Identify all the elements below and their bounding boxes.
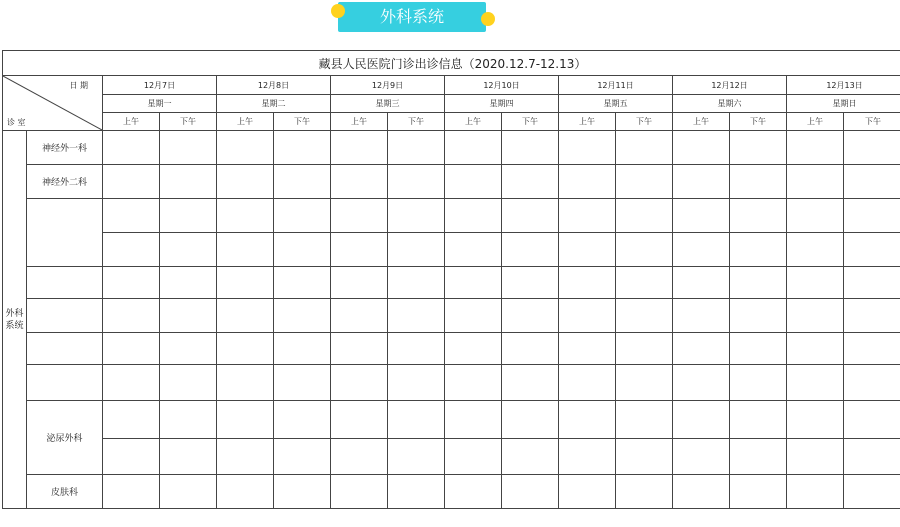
doctor-cell bbox=[388, 267, 445, 299]
am-header: 上午 bbox=[445, 113, 502, 131]
doctor-cell bbox=[160, 199, 217, 233]
table-row bbox=[3, 299, 900, 333]
table-row bbox=[3, 333, 900, 365]
doctor-cell bbox=[730, 439, 787, 475]
doctor-cell bbox=[787, 131, 844, 165]
am-header: 上午 bbox=[217, 113, 274, 131]
doctor-cell bbox=[502, 299, 559, 333]
doctor-cell bbox=[730, 233, 787, 267]
doctor-cell bbox=[103, 365, 160, 401]
doctor-cell bbox=[502, 401, 559, 439]
date-header: 12月9日 bbox=[331, 76, 445, 95]
doctor-cell bbox=[160, 233, 217, 267]
doctor-cell bbox=[445, 165, 502, 199]
doctor-cell bbox=[160, 131, 217, 165]
table-row bbox=[3, 233, 900, 267]
doctor-cell bbox=[445, 267, 502, 299]
doctor-cell bbox=[445, 131, 502, 165]
doctor-cell bbox=[559, 131, 616, 165]
doctor-cell bbox=[673, 267, 730, 299]
doctor-cell bbox=[217, 199, 274, 233]
date-header: 12月12日 bbox=[673, 76, 787, 95]
doctor-cell bbox=[274, 365, 331, 401]
doctor-cell bbox=[331, 131, 388, 165]
doctor-cell bbox=[673, 299, 730, 333]
weekday-header: 星期六 bbox=[673, 95, 787, 113]
doctor-cell bbox=[502, 333, 559, 365]
doctor-cell bbox=[730, 199, 787, 233]
doctor-cell bbox=[844, 365, 900, 401]
doctor-cell bbox=[502, 233, 559, 267]
doctor-cell bbox=[730, 267, 787, 299]
doctor-cell bbox=[331, 165, 388, 199]
doctor-cell bbox=[787, 165, 844, 199]
corner-date-label: 日 期 bbox=[69, 81, 88, 90]
doctor-cell bbox=[673, 333, 730, 365]
date-header: 12月10日 bbox=[445, 76, 559, 95]
doctor-cell bbox=[730, 333, 787, 365]
schedule-table bbox=[2, 50, 900, 509]
system-badge-label: 外科系统 bbox=[379, 7, 444, 26]
doctor-cell bbox=[730, 299, 787, 333]
doctor-cell bbox=[844, 439, 900, 475]
doctor-cell bbox=[730, 165, 787, 199]
doctor-cell bbox=[160, 299, 217, 333]
doctor-cell bbox=[616, 199, 673, 233]
doctor-cell bbox=[502, 475, 559, 509]
doctor-cell bbox=[217, 131, 274, 165]
doctor-cell bbox=[616, 165, 673, 199]
pm-header: 下午 bbox=[274, 113, 331, 131]
weekday-header: 星期三 bbox=[331, 95, 445, 113]
doctor-cell bbox=[160, 475, 217, 509]
table-row bbox=[3, 199, 900, 233]
doctor-cell bbox=[559, 439, 616, 475]
doctor-cell bbox=[103, 165, 160, 199]
doctor-cell bbox=[331, 267, 388, 299]
doctor-cell bbox=[160, 401, 217, 439]
doctor-cell bbox=[160, 165, 217, 199]
doctor-cell bbox=[274, 165, 331, 199]
doctor-cell bbox=[445, 475, 502, 509]
pm-header: 下午 bbox=[730, 113, 787, 131]
doctor-cell bbox=[274, 333, 331, 365]
doctor-cell bbox=[217, 365, 274, 401]
department-name: 神经外一科 bbox=[27, 131, 103, 165]
doctor-cell bbox=[616, 267, 673, 299]
department-name bbox=[27, 199, 103, 267]
doctor-cell bbox=[103, 439, 160, 475]
doctor-cell bbox=[388, 439, 445, 475]
pm-header: 下午 bbox=[616, 113, 673, 131]
table-title: 藏县人民医院门诊出诊信息（2020.12.7-12.13） bbox=[3, 51, 900, 76]
doctor-cell bbox=[388, 333, 445, 365]
doctor-cell bbox=[616, 333, 673, 365]
doctor-cell bbox=[274, 267, 331, 299]
doctor-cell bbox=[331, 365, 388, 401]
doctor-cell bbox=[787, 333, 844, 365]
table-row bbox=[3, 165, 900, 199]
group-label: 外科系统 bbox=[3, 131, 27, 509]
am-header: 上午 bbox=[559, 113, 616, 131]
doctor-cell bbox=[217, 233, 274, 267]
doctor-cell bbox=[103, 199, 160, 233]
doctor-cell bbox=[445, 365, 502, 401]
department-name bbox=[27, 333, 103, 365]
doctor-cell bbox=[844, 475, 900, 509]
date-header: 12月7日 bbox=[103, 76, 217, 95]
doctor-cell bbox=[160, 439, 217, 475]
doctor-cell bbox=[559, 299, 616, 333]
doctor-cell bbox=[388, 233, 445, 267]
department-name: 泌尿外科 bbox=[27, 401, 103, 475]
date-header: 12月13日 bbox=[787, 76, 900, 95]
department-name: 神经外二科 bbox=[27, 165, 103, 199]
doctor-cell bbox=[274, 401, 331, 439]
doctor-cell bbox=[616, 401, 673, 439]
doctor-cell bbox=[787, 299, 844, 333]
doctor-cell bbox=[844, 299, 900, 333]
doctor-cell bbox=[559, 267, 616, 299]
doctor-cell bbox=[502, 165, 559, 199]
doctor-cell bbox=[103, 131, 160, 165]
am-header: 上午 bbox=[103, 113, 160, 131]
doctor-cell bbox=[844, 401, 900, 439]
doctor-cell bbox=[787, 233, 844, 267]
doctor-cell bbox=[388, 475, 445, 509]
department-name bbox=[27, 365, 103, 401]
doctor-cell bbox=[388, 401, 445, 439]
doctor-cell bbox=[787, 401, 844, 439]
doctor-cell bbox=[331, 299, 388, 333]
doctor-cell bbox=[388, 299, 445, 333]
department-name: 皮肤科 bbox=[27, 475, 103, 509]
doctor-cell bbox=[559, 199, 616, 233]
table-row bbox=[3, 365, 900, 401]
doctor-cell bbox=[616, 475, 673, 509]
doctor-cell bbox=[445, 333, 502, 365]
doctor-cell bbox=[388, 131, 445, 165]
doctor-cell bbox=[502, 439, 559, 475]
doctor-cell bbox=[445, 233, 502, 267]
doctor-cell bbox=[673, 233, 730, 267]
doctor-cell bbox=[787, 267, 844, 299]
doctor-cell bbox=[103, 299, 160, 333]
doctor-cell bbox=[502, 199, 559, 233]
table-row bbox=[3, 267, 900, 299]
department-name bbox=[27, 267, 103, 299]
doctor-cell bbox=[217, 165, 274, 199]
pm-header: 下午 bbox=[388, 113, 445, 131]
doctor-cell bbox=[616, 439, 673, 475]
table-row bbox=[3, 401, 900, 439]
date-header: 12月8日 bbox=[217, 76, 331, 95]
doctor-cell bbox=[673, 439, 730, 475]
doctor-cell bbox=[388, 365, 445, 401]
pm-header: 下午 bbox=[844, 113, 900, 131]
table-row bbox=[3, 475, 900, 509]
doctor-cell bbox=[103, 333, 160, 365]
doctor-cell bbox=[445, 199, 502, 233]
doctor-cell bbox=[445, 401, 502, 439]
doctor-cell bbox=[673, 475, 730, 509]
decorative-dot-left bbox=[331, 4, 345, 18]
doctor-cell bbox=[616, 365, 673, 401]
doctor-cell bbox=[217, 475, 274, 509]
weekday-header: 星期日 bbox=[787, 95, 900, 113]
doctor-cell bbox=[274, 299, 331, 333]
doctor-cell bbox=[844, 131, 900, 165]
doctor-cell bbox=[787, 475, 844, 509]
table-row bbox=[3, 131, 900, 165]
weekday-header: 星期四 bbox=[445, 95, 559, 113]
pm-header: 下午 bbox=[160, 113, 217, 131]
doctor-cell bbox=[388, 199, 445, 233]
am-header: 上午 bbox=[787, 113, 844, 131]
am-header: 上午 bbox=[673, 113, 730, 131]
doctor-cell bbox=[217, 439, 274, 475]
doctor-cell bbox=[616, 233, 673, 267]
corner-dept-label: 诊 室 bbox=[7, 118, 26, 127]
doctor-cell bbox=[160, 267, 217, 299]
doctor-cell bbox=[274, 131, 331, 165]
doctor-cell bbox=[616, 131, 673, 165]
doctor-cell bbox=[844, 165, 900, 199]
weekday-header: 星期二 bbox=[217, 95, 331, 113]
doctor-cell bbox=[217, 333, 274, 365]
system-badge bbox=[338, 2, 486, 32]
pm-header: 下午 bbox=[502, 113, 559, 131]
doctor-cell bbox=[331, 401, 388, 439]
doctor-cell bbox=[274, 233, 331, 267]
doctor-cell bbox=[844, 233, 900, 267]
decorative-dot-right bbox=[481, 12, 495, 26]
weekday-header: 星期一 bbox=[103, 95, 217, 113]
doctor-cell bbox=[787, 365, 844, 401]
doctor-cell bbox=[103, 475, 160, 509]
doctor-cell bbox=[559, 165, 616, 199]
doctor-cell bbox=[103, 267, 160, 299]
doctor-cell bbox=[673, 199, 730, 233]
doctor-cell bbox=[331, 439, 388, 475]
doctor-cell bbox=[331, 475, 388, 509]
doctor-cell bbox=[502, 131, 559, 165]
doctor-cell bbox=[730, 401, 787, 439]
doctor-cell bbox=[331, 233, 388, 267]
doctor-cell bbox=[616, 299, 673, 333]
doctor-cell bbox=[730, 131, 787, 165]
doctor-cell bbox=[559, 333, 616, 365]
doctor-cell bbox=[274, 439, 331, 475]
doctor-cell bbox=[445, 439, 502, 475]
doctor-cell bbox=[331, 333, 388, 365]
doctor-cell bbox=[160, 365, 217, 401]
doctor-cell bbox=[217, 267, 274, 299]
doctor-cell bbox=[160, 333, 217, 365]
doctor-cell bbox=[388, 165, 445, 199]
doctor-cell bbox=[103, 401, 160, 439]
doctor-cell bbox=[559, 401, 616, 439]
doctor-cell bbox=[673, 401, 730, 439]
date-header: 12月11日 bbox=[559, 76, 673, 95]
doctor-cell bbox=[217, 299, 274, 333]
doctor-cell bbox=[559, 475, 616, 509]
doctor-cell bbox=[673, 165, 730, 199]
department-name bbox=[27, 299, 103, 333]
doctor-cell bbox=[673, 365, 730, 401]
am-header: 上午 bbox=[331, 113, 388, 131]
doctor-cell bbox=[787, 199, 844, 233]
doctor-cell bbox=[502, 365, 559, 401]
doctor-cell bbox=[787, 439, 844, 475]
doctor-cell bbox=[502, 267, 559, 299]
table-row bbox=[3, 439, 900, 475]
doctor-cell bbox=[844, 199, 900, 233]
doctor-cell bbox=[844, 267, 900, 299]
weekday-header: 星期五 bbox=[559, 95, 673, 113]
doctor-cell bbox=[274, 199, 331, 233]
doctor-cell bbox=[673, 131, 730, 165]
doctor-cell bbox=[730, 365, 787, 401]
doctor-cell bbox=[274, 475, 331, 509]
doctor-cell bbox=[844, 333, 900, 365]
doctor-cell bbox=[217, 401, 274, 439]
doctor-cell bbox=[331, 199, 388, 233]
doctor-cell bbox=[103, 233, 160, 267]
doctor-cell bbox=[445, 299, 502, 333]
doctor-cell bbox=[730, 475, 787, 509]
corner-header bbox=[3, 76, 103, 131]
doctor-cell bbox=[559, 365, 616, 401]
doctor-cell bbox=[559, 233, 616, 267]
